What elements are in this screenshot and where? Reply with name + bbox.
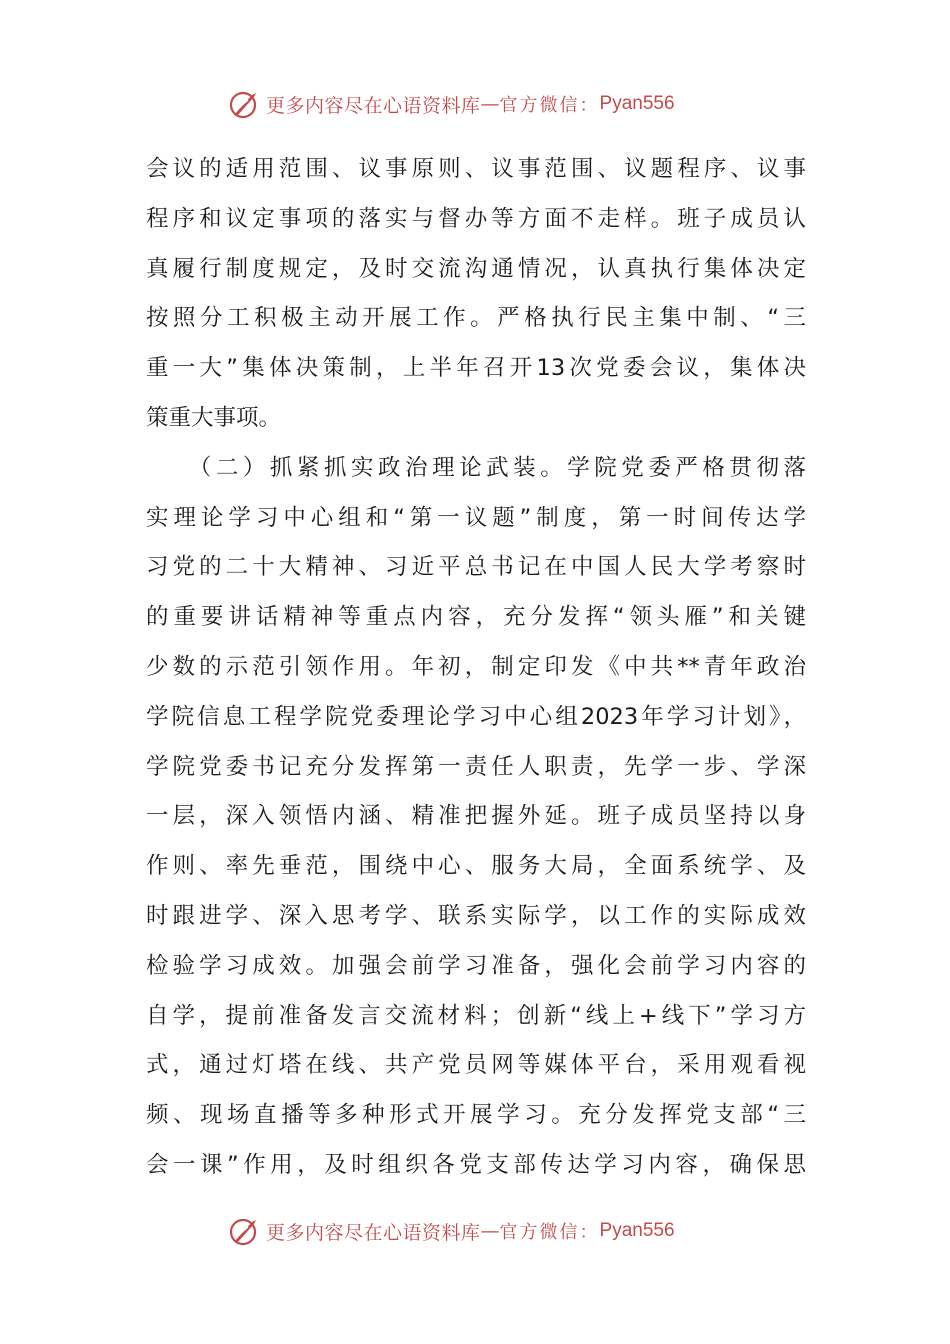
body-line: 程序和议定事项的落实与督办等方面不走样。班子成员认 <box>146 205 806 232</box>
body-line: 会议的适用范围、议事原则、议事范围、议题程序、议事 <box>146 156 806 182</box>
body-line: 频、现场直播等多种形式开展学习。充分发挥党支部“三 <box>146 1102 806 1129</box>
body-line: 自学，提前准备发言交流材料；创新“线上+线下”学习方 <box>146 1002 806 1029</box>
body-line: 会一课”作用，及时组织各党支部传达学习内容，确保思 <box>146 1151 806 1178</box>
body-line: 式，通过灯塔在线、共产党员网等媒体平台，采用观看视 <box>146 1052 806 1079</box>
body-line: 学院信息工程学院党委理论学习中心组2023年学习计划》， <box>146 703 806 730</box>
watermark-wechat-label: 官方微信： <box>499 1222 600 1243</box>
body-line: 按照分工积极主动开展工作。严格执行民主集中制、“三 <box>146 305 806 332</box>
body-line: 一层，深入领悟内涵、精准把握外延。班子成员坚持以身 <box>146 803 806 830</box>
document-body <box>146 145 806 1191</box>
body-line: 策重大事项。 <box>146 404 282 431</box>
watermark-wechat-id: Pyan556 <box>599 1220 675 1241</box>
body-line: 学院党委书记充分发挥第一责任人职责，先学一步、学深 <box>146 753 806 780</box>
quill-logo-icon <box>228 1214 262 1248</box>
body-line: 少数的示范引领作用。年初，制定印发《中共**青年政治 <box>146 653 806 680</box>
body-line: （二）抓紧抓实政治理论武装。学院党委严格贯彻落 <box>146 454 806 481</box>
body-line: 的重要讲话精神等重点内容，充分发挥“领头雁”和关键 <box>146 604 806 631</box>
watermark-separator: — <box>480 1220 500 1242</box>
body-line: 重一大”集体决策制，上半年召开13次党委会议，集体决 <box>146 355 806 382</box>
body-line: 检验学习成效。加强会前学习准备，强化会前学习内容的 <box>146 952 806 979</box>
watermark-separator: — <box>480 93 500 115</box>
watermark-footer <box>228 1211 675 1251</box>
quill-logo-icon <box>228 87 262 121</box>
watermark-header <box>228 84 675 124</box>
watermark-wechat-id: Pyan556 <box>599 93 675 114</box>
body-line: 作则、率先垂范，围绕中心、服务大局，全面系统学、及 <box>146 853 806 880</box>
body-line: 习党的二十大精神、习近平总书记在中国人民大学考察时 <box>146 554 806 581</box>
body-line: 时跟进学、深入思考学、联系实际学，以工作的实际成效 <box>146 902 806 929</box>
body-line: 实理论学习中心组和“第一议题”制度，第一时间传达学 <box>146 504 806 531</box>
body-line: 真履行制度规定，及时交流沟通情况，认真执行集体决定 <box>146 255 806 282</box>
watermark-site-text: 更多内容尽在心语资料库 <box>266 1221 481 1244</box>
watermark-site-text: 更多内容尽在心语资料库 <box>266 94 481 117</box>
watermark-wechat-label: 官方微信： <box>499 95 600 116</box>
